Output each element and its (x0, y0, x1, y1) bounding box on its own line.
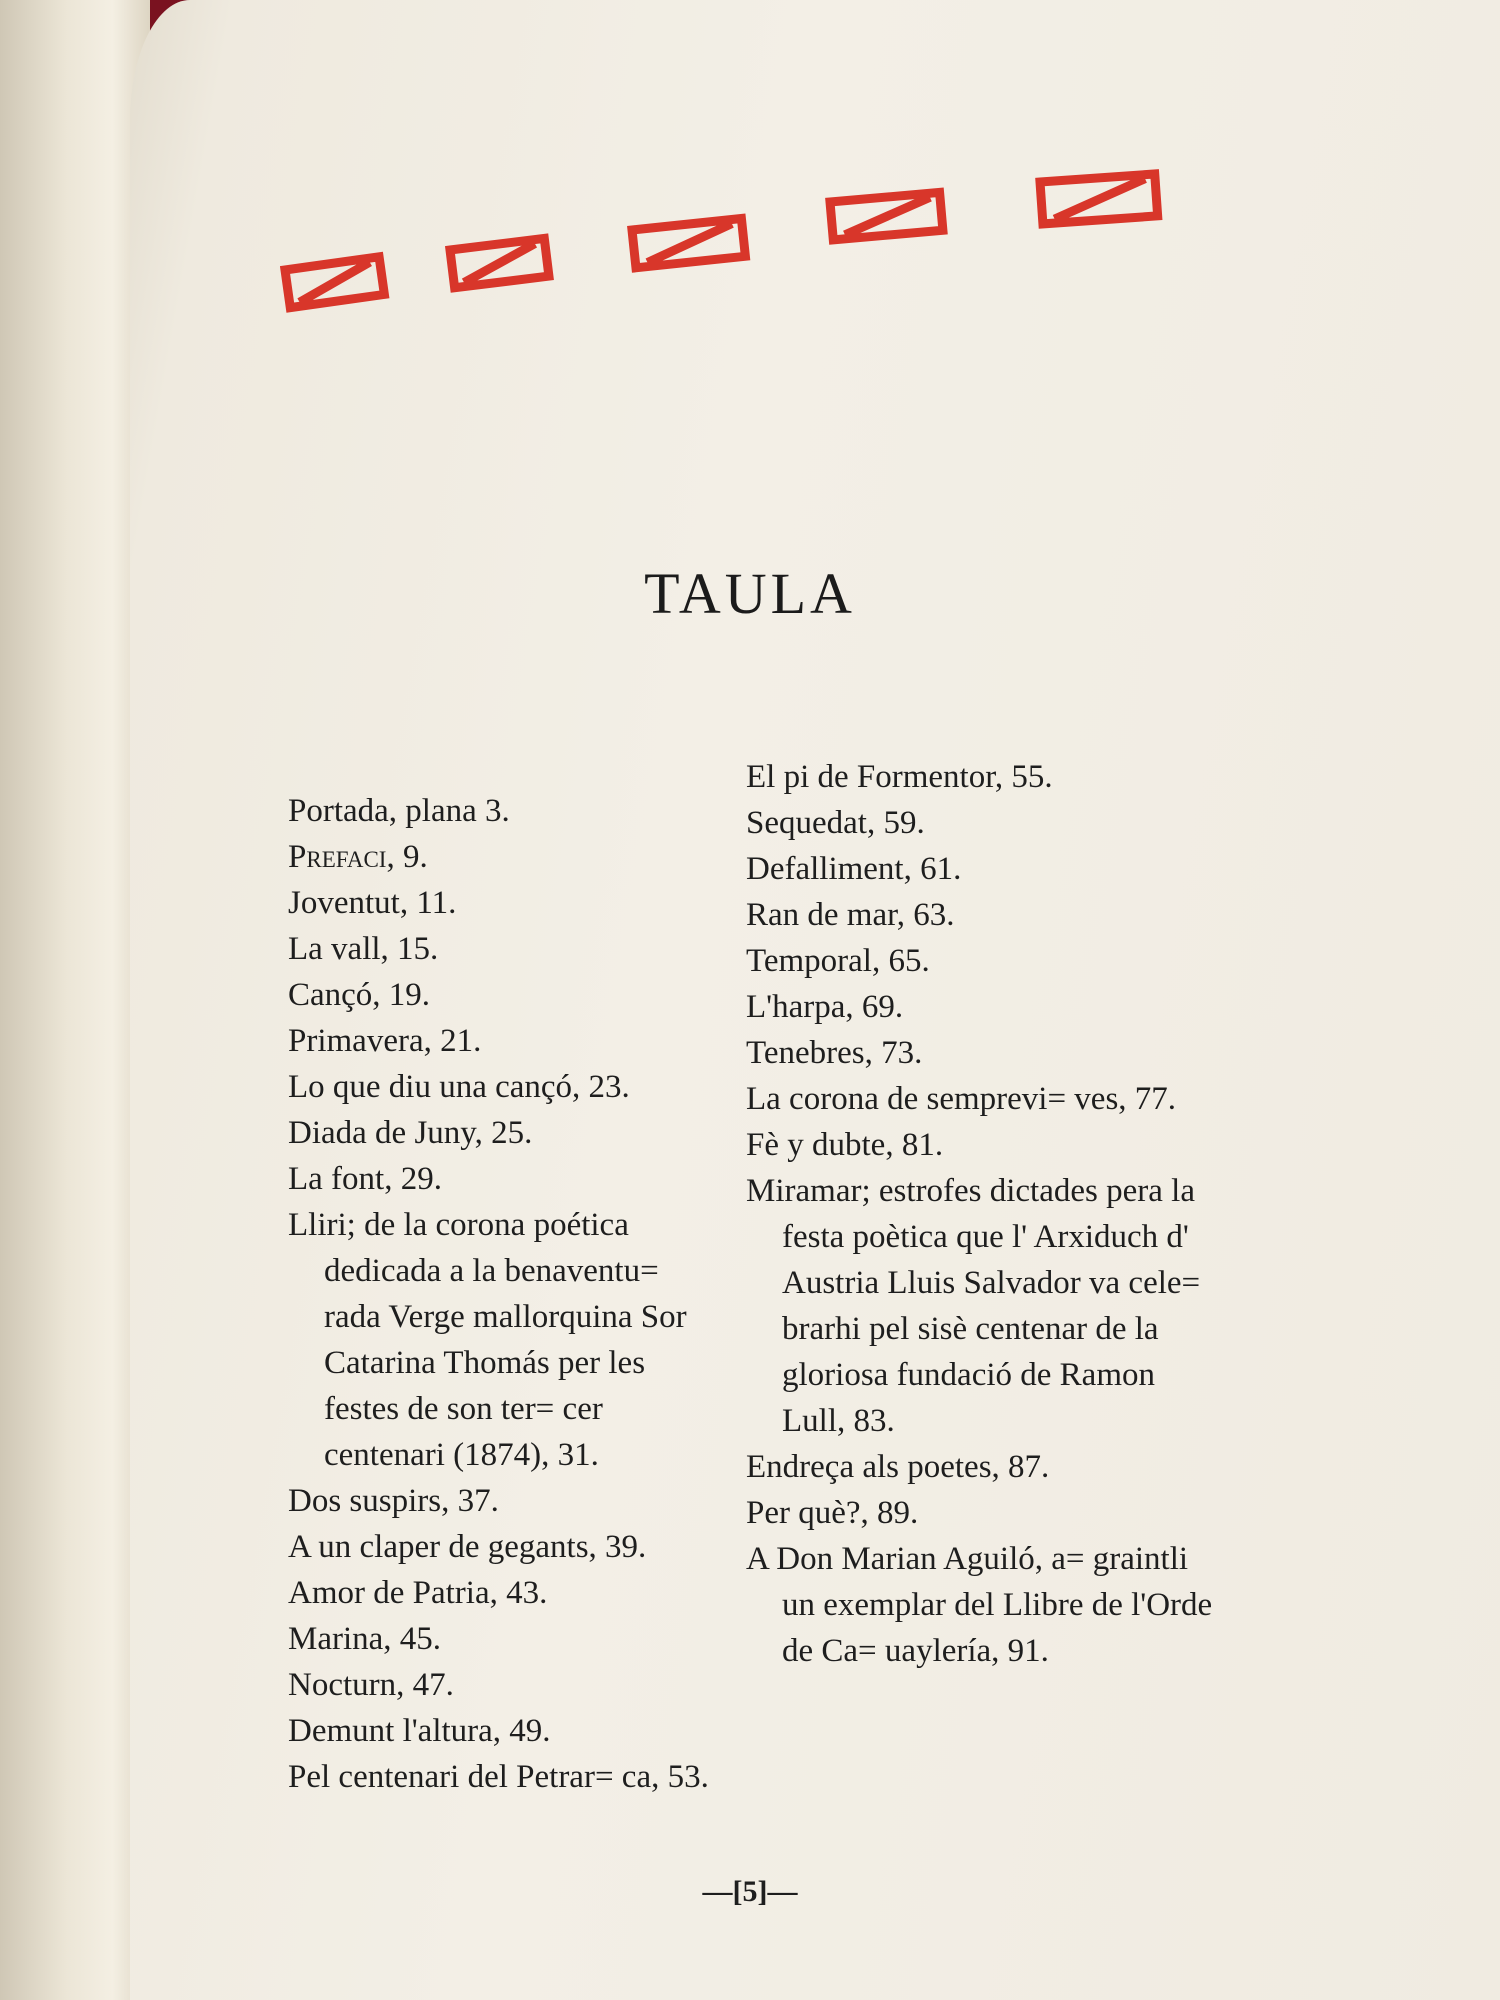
contents-entry: Cançó, 19. (288, 977, 431, 1013)
contents-entry: Tenebres, 73. (746, 1035, 923, 1071)
ornament-row (280, 160, 1200, 340)
ornament-icon (1040, 174, 1158, 224)
contents-entry: Miramar; estrofes dictades pera la festa poètica que l' Arxiduch d' Austria Lluis Salvador va cele= brarhi pel sisè centenar de la gloriosa fundació de Ramon Lull, 83. (746, 1173, 1201, 1439)
page-number: —[5]— (702, 1875, 798, 1908)
contents-entry: Lliri; de la corona poética dedicada a la benaventu= rada Verge mallorquina Sor Catarina Thomás per les festes de son ter= cer centenari (1874), 31. (288, 1207, 687, 1473)
contents-entry: El pi de Formentor, 55. (746, 759, 1053, 795)
contents-entry: Ran de mar, 63. (746, 897, 955, 933)
contents-entry: Temporal, 65. (746, 943, 930, 979)
page-title: TAULA (644, 561, 856, 626)
contents-column-left (288, 788, 718, 1800)
ornament-icon (632, 219, 745, 268)
contents-entry: L'harpa, 69. (746, 989, 904, 1025)
contents-entry: La vall, 15. (288, 931, 439, 967)
contents-entry: Amor de Patria, 43. (288, 1575, 548, 1611)
contents-entry: Nocturn, 47. (288, 1667, 454, 1703)
contents-entry: Defalliment, 61. (746, 851, 962, 887)
contents-entry: Dos suspirs, 37. (288, 1483, 499, 1519)
contents-entry: Demunt l'altura, 49. (288, 1713, 551, 1749)
contents-entry: Pel centenari del Petrar= ca, 53. (288, 1759, 709, 1795)
ornament-icon (285, 257, 384, 308)
contents-entry: Per què?, 89. (746, 1495, 919, 1531)
contents-entry: Endreça als poetes, 87. (746, 1449, 1050, 1485)
contents-entry: La font, 29. (288, 1161, 442, 1197)
contents-entry: Marina, 45. (288, 1621, 442, 1657)
book-spine (0, 0, 150, 2000)
contents-entry: Diada de Juny, 25. (288, 1115, 533, 1151)
contents-entry: Prefaci, 9. (288, 839, 428, 875)
contents-entry: Primavera, 21. (288, 1023, 482, 1059)
contents-entry: Portada, plana 3. (288, 793, 510, 829)
contents-entry: Lo que diu una cançó, 23. (288, 1069, 630, 1105)
contents-entry: Joventut, 11. (288, 885, 457, 921)
contents-entry: A Don Marian Aguiló, a= graintli un exemplar del Llibre de l'Orde de Ca= uaylería, 91. (746, 1541, 1213, 1669)
contents-entry: La corona de semprevi= ves, 77. (746, 1081, 1177, 1117)
contents-entry: A un claper de gegants, 39. (288, 1529, 647, 1565)
ornament-icon (450, 238, 549, 287)
contents-entry: Sequedat, 59. (746, 805, 925, 841)
contents-entry: Fè y dubte, 81. (746, 1127, 944, 1163)
contents-column-right (746, 754, 1226, 1674)
ornament-icon (830, 192, 943, 239)
